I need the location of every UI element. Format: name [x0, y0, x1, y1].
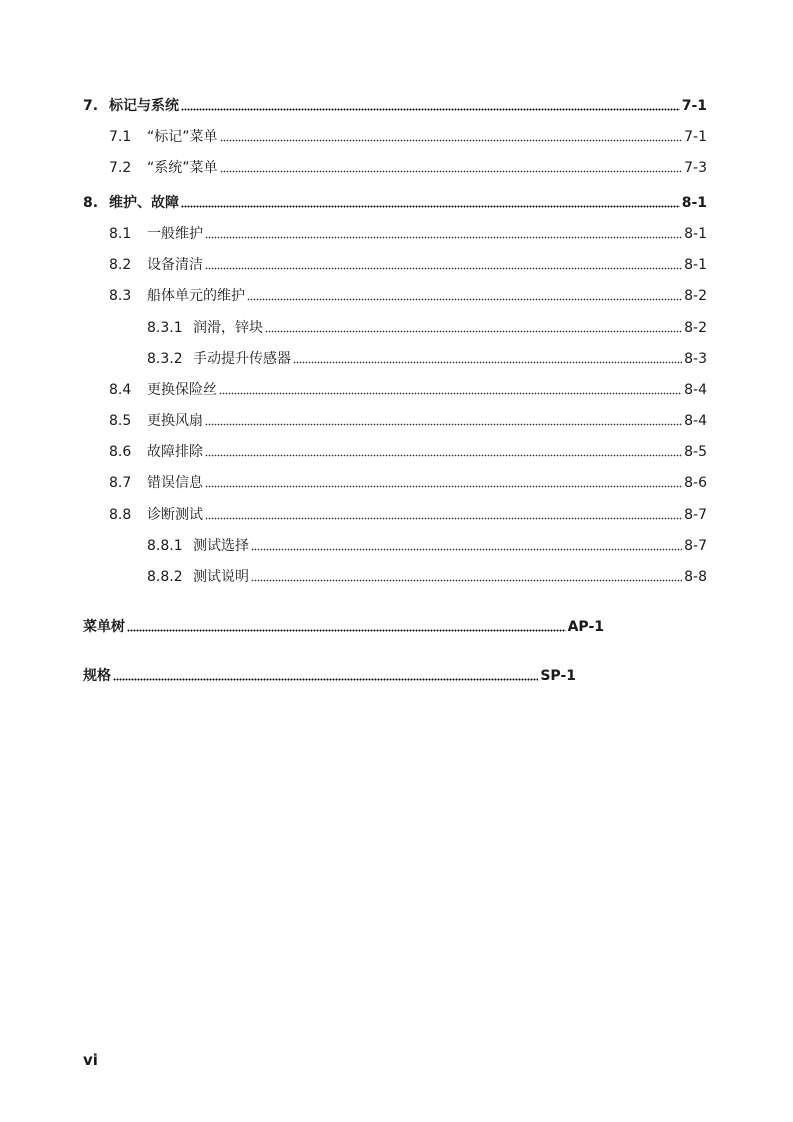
toc-entry-title: 诊断测试: [147, 507, 203, 523]
toc-entry-title: 菜单树: [83, 619, 125, 635]
page-number: vi: [83, 1051, 98, 1069]
toc-entry-8-7[interactable]: [109, 470, 707, 492]
toc-entry-chapter-7[interactable]: [83, 93, 707, 115]
toc-entry-title: 一般维护: [147, 226, 203, 242]
toc-entry-title: 规格: [83, 668, 111, 684]
toc-entry-title: 更换保险丝: [147, 382, 217, 398]
toc-entry-page: 8-5: [684, 444, 707, 460]
toc-entry-number: 8.8: [109, 507, 132, 523]
toc-entry-8-6[interactable]: [109, 439, 707, 461]
toc-entry-7-2[interactable]: [109, 155, 707, 177]
toc-entry-title: 标记与系统: [109, 98, 179, 114]
toc-entry-page: 8-8: [684, 569, 707, 585]
toc-entry-page: 7-3: [684, 160, 707, 176]
toc-entry-8-1[interactable]: [109, 221, 707, 243]
toc-entry-page: 8-7: [684, 507, 707, 523]
dot-leader: [219, 381, 682, 395]
toc-entry-number: 8.3.2: [147, 351, 183, 367]
toc-entry-page: 8-2: [684, 288, 707, 304]
toc-entry-page: 8-6: [684, 475, 707, 491]
dot-leader: [205, 412, 682, 426]
toc-entry-page: 8-4: [684, 382, 707, 398]
dot-leader: [127, 618, 566, 632]
dot-leader: [181, 97, 680, 111]
toc-entry-number: 8.5: [109, 413, 132, 429]
toc-entry-number: 8.: [83, 195, 99, 211]
toc-entry-page: SP-1: [540, 668, 576, 684]
toc-entry-title: 船体单元的维护: [147, 288, 245, 304]
toc-entry-menu-tree[interactable]: [83, 614, 604, 636]
toc-entry-8-8-2[interactable]: [147, 564, 707, 586]
toc-entry-page: 8-1: [684, 257, 707, 273]
toc-entry-number: 8.8.1: [147, 538, 183, 554]
toc-entry-specifications[interactable]: [83, 663, 576, 685]
toc-entry-8-3-1[interactable]: [147, 315, 707, 337]
toc-entry-8-3[interactable]: [109, 283, 707, 305]
toc-entry-8-2[interactable]: [109, 252, 707, 274]
toc-entry-8-5[interactable]: [109, 408, 707, 430]
dot-leader: [293, 350, 682, 364]
dot-leader: [265, 319, 682, 333]
toc-entry-title: 测试选择: [193, 538, 249, 554]
toc-entry-page: 8-4: [684, 413, 707, 429]
toc-entry-number: 8.3.1: [147, 320, 183, 336]
toc-entry-7-1[interactable]: [109, 124, 707, 146]
toc-entry-title: 故障排除: [147, 444, 203, 460]
dot-leader: [247, 287, 682, 301]
dot-leader: [205, 474, 682, 488]
toc-entry-number: 8.4: [109, 382, 132, 398]
toc-entry-title: 润滑，锌块: [193, 320, 263, 336]
toc-entry-number: 8.7: [109, 475, 132, 491]
dot-leader: [205, 443, 682, 457]
toc-entry-page: AP-1: [567, 619, 604, 635]
toc-entry-title: 测试说明: [193, 569, 249, 585]
toc-entry-8-3-2[interactable]: [147, 346, 707, 368]
toc-entry-8-8[interactable]: [109, 502, 707, 524]
toc-entry-title: 更换风扇: [147, 413, 203, 429]
toc-entry-page: 8-3: [684, 351, 707, 367]
toc-entry-title: 手动提升传感器: [193, 351, 291, 367]
toc-entry-number: 8.3: [109, 288, 132, 304]
dot-leader: [251, 537, 682, 551]
toc-entry-number: 8.2: [109, 257, 132, 273]
toc-entry-page: 7-1: [684, 129, 707, 145]
dot-leader: [220, 159, 683, 173]
toc-entry-page: 7-1: [681, 98, 707, 114]
toc-entry-title: “标记”菜单: [147, 129, 218, 145]
toc-entry-number: 8.1: [109, 226, 132, 242]
toc-entry-page: 8-7: [684, 538, 707, 554]
toc-entry-title: 维护、故障: [109, 195, 179, 211]
dot-leader: [205, 256, 682, 270]
dot-leader: [205, 506, 682, 520]
toc-entry-title: “系统”菜单: [147, 160, 218, 176]
dot-leader: [181, 194, 680, 208]
dot-leader: [220, 128, 683, 142]
toc-entry-number: 7.: [83, 98, 99, 114]
dot-leader: [205, 225, 682, 239]
toc-entry-number: 7.1: [109, 129, 132, 145]
toc-entry-chapter-8[interactable]: [83, 190, 707, 212]
toc-entry-8-4[interactable]: [109, 377, 707, 399]
toc-entry-page: 8-1: [681, 195, 707, 211]
dot-leader: [251, 568, 682, 582]
toc-entry-page: 8-2: [684, 320, 707, 336]
toc-entry-title: 错误信息: [147, 475, 203, 491]
toc-entry-8-8-1[interactable]: [147, 533, 707, 555]
toc-entry-number: 7.2: [109, 160, 132, 176]
toc-entry-title: 设备清洁: [147, 257, 203, 273]
dot-leader: [113, 667, 538, 681]
toc-entry-number: 8.8.2: [147, 569, 183, 585]
toc-entry-page: 8-1: [684, 226, 707, 242]
toc-entry-number: 8.6: [109, 444, 132, 460]
